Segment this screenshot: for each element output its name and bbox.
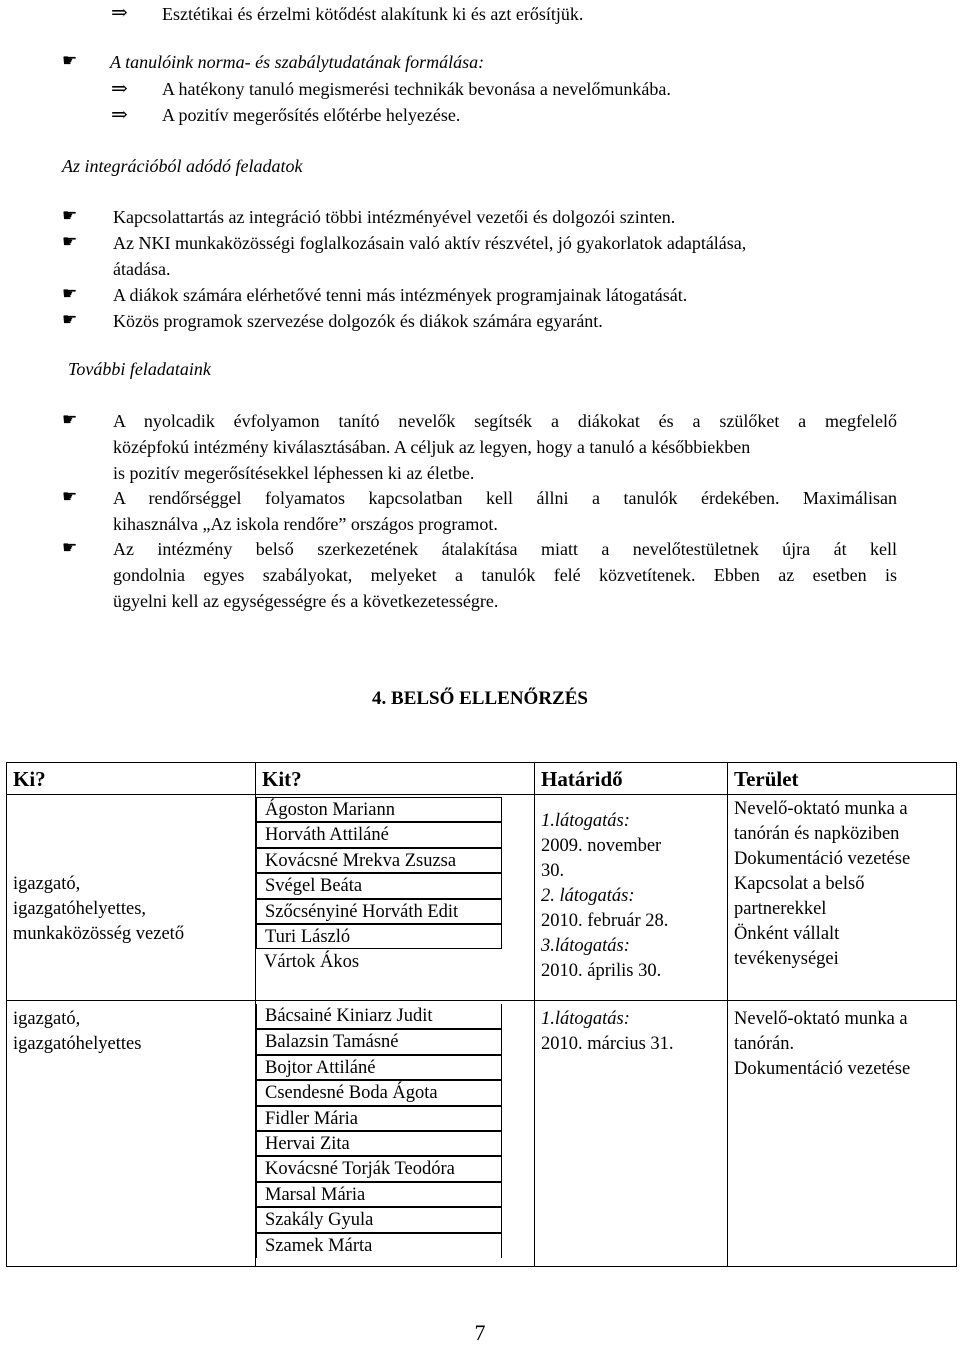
pointing-hand-icon: ☛ [62,206,78,225]
name-cell: Szamek Márta [256,1233,502,1258]
area-line: tanórán és napköziben [734,824,900,844]
list-item: Az NKI munkaközösségi foglalkozásain való aktív részvétel, jó gyakorlatok adaptálása, [113,233,747,253]
paragraph-line: A rendőrséggel folyamatos kapcsolatban kell állni a tanulók érdekében. Maximálisan [113,488,897,508]
pointing-hand-icon: ☛ [62,51,78,70]
ki-line: munkaközösség vezető [13,924,185,944]
paragraph-line: középfokú intézmény kiválasztásában. A céljuk az legyen, hogy a tanuló a későbbiekben [113,437,751,457]
visit-label: 1.látogatás: [541,1009,630,1029]
arrow-right-icon: ⇒ [111,78,128,100]
ki-line: igazgatóhelyettes, [13,899,147,919]
name-cell: Kovácsné Mrekva Zsuzsa [256,848,502,873]
paragraph-line: gondolnia egyes szabályokat, melyeket a tanulók felé közvetítenek. Ebben az esetben is [113,565,897,585]
area-line: partnerekkel [734,899,827,919]
area-line: Dokumentáció vezetése [734,849,911,869]
area-line: Kapcsolat a belső [734,874,865,894]
list-item: Közös programok szervezése dolgozók és diákok számára egyaránt. [113,311,603,331]
visit-date: 2010. április 30. [541,961,662,981]
visit-date: 2010. február 28. [541,911,669,931]
section-title: További feladataink [68,359,211,379]
visit-date: 2010. március 31. [541,1034,674,1054]
pointing-hand-icon: ☛ [62,310,78,329]
area-line: Nevelő-oktató munka a [734,799,908,819]
pointing-hand-icon: ☛ [62,487,78,506]
name-cell: Balazsin Tamásné [256,1029,502,1054]
visit-label: 1.látogatás: [541,811,630,831]
chapter-heading: 4. BELSŐ ELLENŐRZÉS [372,688,588,709]
name-cell: Hervai Zita [256,1131,502,1156]
table-header-row [7,763,957,795]
area-line: Önként vállalt [734,924,840,944]
ki-line: igazgatóhelyettes [13,1034,142,1054]
visit-label: 2. látogatás: [541,886,635,906]
table-row [7,795,957,1001]
list-item: A hatékony tanuló megismerési technikák bevonása a nevelőmunkába. [162,79,671,99]
visit-date: 30. [541,861,565,881]
paragraph-line: A nyolcadik évfolyamon tanító nevelők segítsék a diákokat és a szülőket a megfelelő [113,411,897,431]
pointing-hand-icon: ☛ [62,410,78,429]
area-line: tevékenységei [734,949,839,969]
name-cell: Turi László [256,924,502,949]
column-header-ki: Ki? [7,763,256,795]
ki-line: igazgató, [13,874,81,894]
name-cell: Bojtor Attiláné [256,1055,502,1080]
name-cell: Kovácsné Torják Teodóra [256,1156,502,1181]
name-cell: Szőcsényiné Horváth Edit [256,899,502,924]
pointing-hand-icon: ☛ [62,538,78,557]
arrow-right-icon: ⇒ [111,2,128,24]
table-row [7,1001,957,1267]
visit-date: 2009. november [541,836,662,856]
ki-line: igazgató, [13,1009,81,1029]
paragraph-line: kihasználva „Az iskola rendőre” országos programot. [113,514,498,534]
name-cell: Szakály Gyula [256,1207,502,1232]
paragraph-line: is pozitív megerősítésekkel léphessen ki az életbe. [113,463,475,483]
pointing-hand-icon: ☛ [62,284,78,303]
list-item-continued: átadása. [113,259,171,279]
name-cell: Horváth Attiláné [256,822,502,847]
list-item: A pozitív megerősítés előtérbe helyezése. [162,105,461,125]
section-title: Az integrációból adódó feladatok [62,156,303,176]
section-heading: A tanulóink norma- és szabálytudatának formálása: [110,52,485,72]
column-header-hatarido: Határidő [535,763,728,795]
list-item: Esztétikai és érzelmi kötődést alakítunk ki és azt erősítjük. [162,4,584,24]
page-number: 7 [474,1320,486,1345]
list-item: A diákok számára elérhetővé tenni más intézmények programjainak látogatását. [113,285,688,305]
control-table [6,762,957,1267]
arrow-right-icon: ⇒ [111,104,128,126]
area-line: Nevelő-oktató munka a [734,1009,908,1029]
column-header-terulet: Terület [728,763,957,795]
name-cell: Svégel Beáta [256,873,502,898]
pointing-hand-icon: ☛ [62,232,78,251]
name-cell: Marsal Mária [256,1182,502,1207]
area-line: tanórán. [734,1034,795,1054]
paragraph-line: ügyelni kell az egységességre és a következetességre. [113,591,499,611]
column-header-kit: Kit? [256,763,535,795]
name-cell: Csendesné Boda Ágota [256,1080,502,1105]
visit-label: 3.látogatás: [541,936,630,956]
name-cell: Vártok Ákos [264,952,360,973]
paragraph-line: Az intézmény belső szerkezetének átalakítása miatt a nevelőtestületnek újra át kell [113,539,897,559]
list-item: Kapcsolattartás az integráció többi intézményével vezetői és dolgozói szinten. [113,207,676,227]
name-cell: Ágoston Mariann [256,797,502,822]
name-cell: Fidler Mária [256,1106,502,1131]
area-line: Dokumentáció vezetése [734,1059,911,1079]
name-cell: Bácsainé Kiniarz Judit [256,1004,502,1029]
